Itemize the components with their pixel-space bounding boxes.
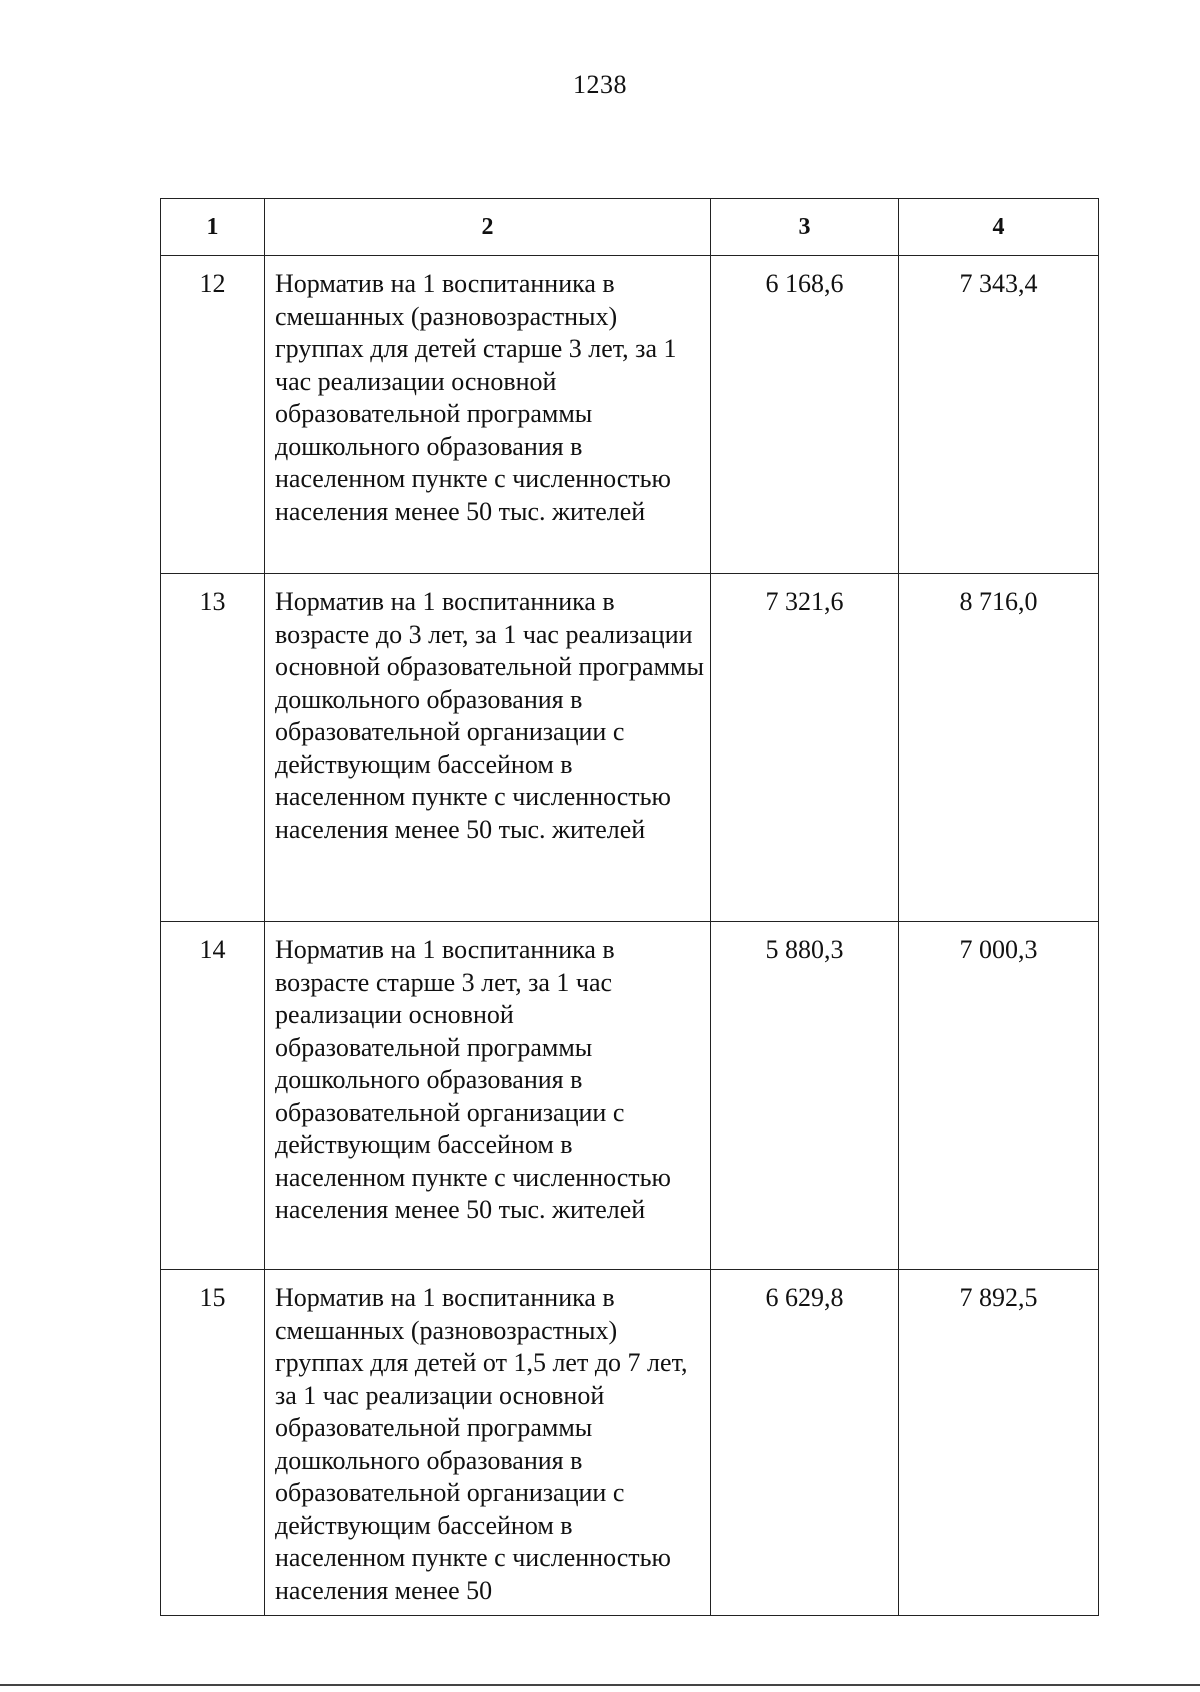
norms-table [160,198,1099,1616]
row-value-col3: 7 321,6 [711,574,899,922]
row-value-col3: 6 168,6 [711,256,899,574]
header-row [161,199,1099,256]
row-number: 12 [161,256,265,574]
row-value-col4: 8 716,0 [899,574,1099,922]
row-value-col4: 7 892,5 [899,1270,1099,1616]
row-value-col4: 7 000,3 [899,922,1099,1270]
row-value-col4: 7 343,4 [899,256,1099,574]
header-col-2: 2 [265,199,711,256]
table-row [161,1270,1099,1616]
row-description: Норматив на 1 воспитанника в смешанных (разновозрастных) группах для детей от 1,5 лет до 7 лет, за 1 час реализации основной образовательной программы дошкольного образования в образовательной организации с действующим бассейном в населенном пункте с численностью населения менее 50 [265,1270,711,1616]
row-number: 15 [161,1270,265,1616]
row-value-col3: 5 880,3 [711,922,899,1270]
row-description: Норматив на 1 воспитанника в возрасте до 3 лет, за 1 час реализации основной образовательной программы дошкольного образования в образовательной организации с действующим бассейном в населенном пункте с численностью населения менее 50 тыс. жителей [265,574,711,922]
header-col-1: 1 [161,199,265,256]
table-header [161,199,1099,256]
table-row [161,574,1099,922]
row-number: 13 [161,574,265,922]
header-col-4: 4 [899,199,1099,256]
row-number: 14 [161,922,265,1270]
row-description: Норматив на 1 воспитанника в смешанных (разновозрастных) группах для детей старше 3 лет, за 1 час реализации основной образовательной программы дошкольного образования в населенном пункте с численностью населения менее 50 тыс. жителей [265,256,711,574]
table-row [161,256,1099,574]
header-col-3: 3 [711,199,899,256]
table-body [161,256,1099,1616]
table-row [161,922,1099,1270]
row-description: Норматив на 1 воспитанника в возрасте старше 3 лет, за 1 час реализации основной образовательной программы дошкольного образования в образовательной организации с действующим бассейном в населенном пункте с численностью населения менее 50 тыс. жителей [265,922,711,1270]
page-bottom-rule [0,1684,1200,1686]
page-number: 1238 [573,70,627,99]
row-value-col3: 6 629,8 [711,1270,899,1616]
